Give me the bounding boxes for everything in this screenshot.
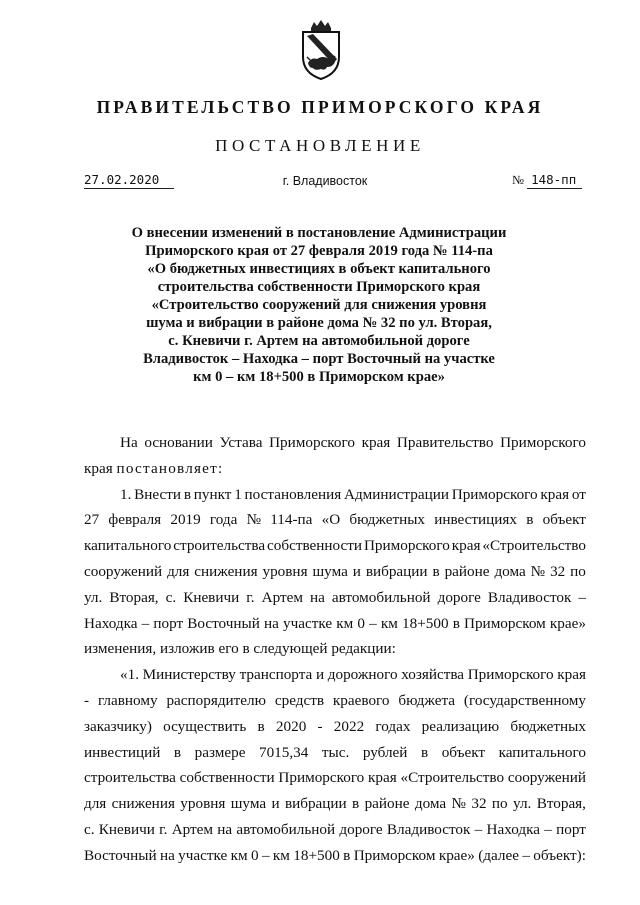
word: 2020 [275, 717, 307, 735]
paragraph-line [84, 585, 586, 611]
paragraph-line [84, 843, 586, 869]
word: км [336, 614, 354, 632]
word: км [380, 614, 398, 632]
paragraph-line [84, 765, 586, 791]
word: края [368, 769, 397, 787]
word: крае» [438, 846, 475, 864]
word: заказчику) [84, 717, 152, 735]
word: Артем [171, 820, 214, 838]
paragraph-line [84, 533, 586, 559]
word: края [451, 537, 481, 555]
word: - [317, 717, 323, 735]
heading-line: Владивосток – Находка – порт Восточный на участке [143, 351, 495, 367]
word: Владивосток [487, 588, 572, 606]
word: Администрации [343, 485, 449, 503]
government-title: ПРАВИТЕЛЬСТВО ПРИМОРСКОГО КРАЯ [96, 97, 544, 117]
word: - [84, 691, 90, 709]
word: «Строительство [482, 537, 586, 555]
word: (государственному [463, 691, 586, 709]
word: на [264, 614, 279, 632]
heading-line: с. Кневичи г. Артем на автомобильной дороге [168, 333, 470, 349]
word: районе [444, 562, 490, 580]
word: строительства [173, 537, 266, 555]
word: главному [97, 691, 158, 709]
word: бюджета [398, 691, 456, 709]
word: уровня [180, 795, 226, 813]
document-heading [90, 224, 548, 386]
word: края [557, 666, 586, 684]
word: № [451, 795, 467, 813]
heading-line: шума и вибрации в районе дома № 32 по ул. Вторая, [146, 315, 492, 331]
word: – [544, 820, 552, 838]
word: Кневичи [183, 588, 240, 606]
word: Устава [219, 434, 263, 451]
number-value: 148-пп [527, 172, 582, 189]
word: 2022 [333, 717, 365, 735]
word: – [522, 846, 530, 864]
word: снижения [111, 795, 175, 813]
word: объект): [533, 846, 586, 864]
word: Приморского [363, 537, 450, 555]
paragraph-line [84, 714, 586, 740]
word: 18+500 [402, 614, 449, 632]
word: шума [230, 795, 267, 813]
word: по [491, 795, 508, 813]
word: порт [556, 820, 586, 838]
word: Артем [261, 588, 303, 606]
word: инвестиций [84, 743, 161, 761]
word: и [352, 562, 361, 580]
word: 1. [120, 485, 132, 503]
coat-of-arms-icon [297, 19, 345, 81]
paragraph-word: края [84, 459, 113, 477]
word: крае» [549, 614, 586, 632]
word: в [452, 614, 460, 632]
paragraph-line [84, 791, 586, 817]
word: рублей [362, 743, 408, 761]
word: капитального [498, 743, 586, 761]
word: основании [144, 434, 213, 451]
word: 2019 [170, 511, 201, 529]
heading-line: «О бюджетных инвестициях в объект капитального [147, 261, 491, 277]
word: ул. [513, 795, 532, 813]
word: Министерству [142, 666, 236, 684]
word: с. [165, 588, 177, 606]
word: Восточный [84, 846, 157, 864]
word: пункт [193, 485, 232, 503]
word: «1. [120, 666, 139, 684]
word: дома [494, 562, 526, 580]
word: размере [194, 743, 246, 761]
word: – [369, 614, 377, 632]
word: строительства [84, 769, 176, 787]
word: Приморского [269, 434, 355, 451]
word: Внести [134, 485, 182, 503]
word: края [540, 485, 570, 503]
document-number [512, 172, 584, 189]
word: Вторая, [536, 795, 586, 813]
word: 7015,34 [258, 743, 309, 761]
word: участке [283, 614, 333, 632]
word: На [120, 434, 138, 451]
word: объект [542, 511, 586, 529]
word: (далее [478, 846, 519, 864]
word: Приморском [353, 846, 436, 864]
word: на [217, 820, 233, 838]
word: вибрации [365, 562, 428, 580]
word: в [183, 485, 191, 503]
paragraph-line [84, 430, 586, 456]
number-label: № [512, 173, 524, 187]
word: шума [312, 562, 348, 580]
heading-line: строительства собственности Приморского края [157, 279, 481, 295]
word: сооружений [507, 769, 586, 787]
word: Кневичи [98, 820, 155, 838]
word: для [167, 562, 190, 580]
word: осуществить [163, 717, 247, 735]
word: 0 [357, 614, 365, 632]
word: участке [178, 846, 228, 864]
word: Находка [486, 820, 540, 838]
paragraph-line [84, 559, 586, 585]
word: в [343, 846, 351, 864]
paragraph-word-spaced: постановляет: [116, 459, 224, 477]
paragraph-line [84, 662, 586, 688]
word: для [84, 795, 107, 813]
heading-line: Приморского края от 27 февраля 2019 года № 114-па [145, 243, 493, 259]
word: ул. [84, 588, 103, 606]
document-city: г. Владивосток [282, 174, 368, 188]
word: на [159, 846, 175, 864]
word: – [578, 588, 586, 606]
heading-line: О внесении изменений в постановление Администрации [131, 225, 507, 241]
word: «Строительство [400, 769, 505, 787]
word: объект [441, 743, 486, 761]
word: Приморского [451, 485, 538, 503]
word: 1 [234, 485, 242, 503]
word: – [474, 820, 483, 838]
paragraph-line [84, 817, 586, 843]
word: 32 [471, 795, 487, 813]
document-date: 27.02.2020 [84, 172, 174, 189]
word: транспорта [239, 666, 313, 684]
word: г. [246, 588, 255, 606]
word: года [209, 511, 238, 529]
word: Приморского [467, 666, 554, 684]
word: средств [274, 691, 325, 709]
word: капитального [84, 537, 172, 555]
paragraph-line [84, 456, 586, 482]
word: Приморском [464, 614, 546, 632]
word: км [230, 846, 248, 864]
heading-line: «Строительство сооружений для снижения уровня [151, 297, 487, 313]
word: «О [321, 511, 341, 529]
document-type: ПОСТАНОВЛЕНИЕ [215, 136, 425, 155]
word: дороге [437, 588, 481, 606]
word: км [272, 846, 290, 864]
word: Правительство [396, 434, 494, 451]
word: г. [159, 820, 168, 838]
word: дорожного [327, 666, 398, 684]
word: февраля [108, 511, 162, 529]
paragraph-line [84, 611, 586, 637]
paragraph-line [84, 740, 586, 766]
word: 18+500 [293, 846, 340, 864]
word: краевого [332, 691, 390, 709]
word: Находка [84, 614, 138, 632]
word: в [257, 717, 265, 735]
word: Владивосток [386, 820, 471, 838]
word: – [141, 614, 150, 632]
word: вибрации [284, 795, 347, 813]
word: реализацию [421, 717, 500, 735]
word: в [173, 743, 182, 761]
word: собственности [179, 769, 275, 787]
word: – [261, 846, 270, 864]
paragraph-line: изменения, изложив его в следующей редакции: [84, 640, 396, 658]
word: и [315, 666, 325, 684]
paragraph-line [84, 507, 586, 533]
word: края [361, 434, 391, 451]
word: в [432, 562, 440, 580]
word: дороге [339, 820, 383, 838]
word: 114-па [270, 511, 313, 529]
word: на [309, 588, 325, 606]
word: автомобильной [331, 588, 431, 606]
word: дома [414, 795, 447, 813]
word: 27 [84, 511, 100, 529]
word: в [352, 795, 360, 813]
paragraph-line [84, 482, 586, 508]
word: в [526, 511, 534, 529]
word: от [571, 485, 586, 503]
word: и [271, 795, 280, 813]
word: бюджетных [510, 717, 586, 735]
word: в [420, 743, 429, 761]
word: Приморского [500, 434, 586, 451]
word: уровня [262, 562, 308, 580]
word: бюджетных [349, 511, 426, 529]
word: постановления [244, 485, 342, 503]
word: 32 [550, 562, 566, 580]
word: № [530, 562, 546, 580]
word: районе [364, 795, 410, 813]
word: тыс. [321, 743, 350, 761]
word: распорядителю [166, 691, 266, 709]
paragraph-line [84, 688, 586, 714]
word: порт [153, 614, 184, 632]
word: инвестициях [434, 511, 518, 529]
word: Восточный [187, 614, 260, 632]
word: Вторая, [109, 588, 159, 606]
word: 0 [250, 846, 259, 864]
word: собственности [267, 537, 363, 555]
word: по [570, 562, 586, 580]
word: Приморского [278, 769, 365, 787]
word: с. [84, 820, 95, 838]
word: годах [375, 717, 411, 735]
word: хозяйства [401, 666, 465, 684]
word: сооружений [84, 562, 163, 580]
word: автомобильной [236, 820, 336, 838]
heading-line: км 0 – км 18+500 в Приморском крае» [193, 369, 445, 385]
word: снижения [194, 562, 258, 580]
word: № [246, 511, 262, 529]
document-body [84, 430, 586, 869]
